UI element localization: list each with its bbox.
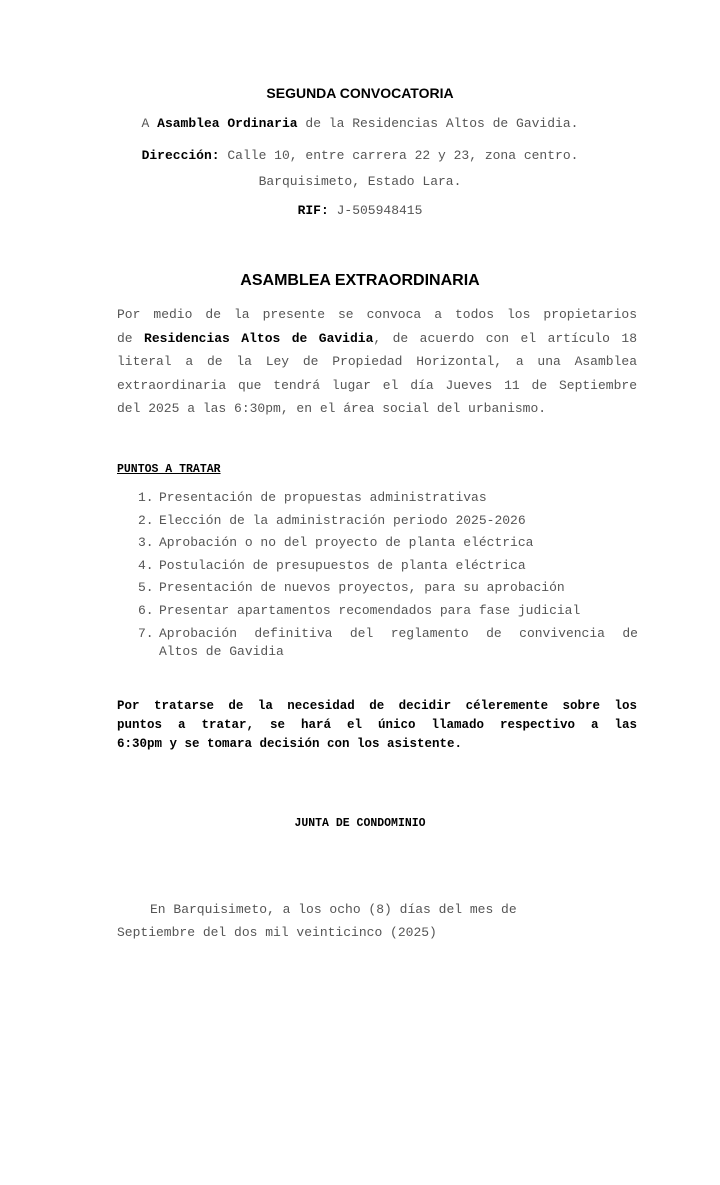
agenda-item-text: Presentación de nuevos proyectos, para su aprobación	[159, 580, 565, 596]
agenda-item-text: Presentación de propuestas administrativas	[159, 490, 487, 505]
agenda-item-number: 2.	[138, 512, 154, 528]
address-city: Barquisimeto, Estado Lara.	[258, 174, 462, 189]
notice-line: 6:30pm y se tomara decisión con los asistente.	[117, 737, 463, 751]
closing-paragraph	[117, 898, 637, 944]
agenda-item-number: 7.	[138, 625, 154, 641]
paragraph-line: Por medio de la presente se convoca a todos los propietarios	[117, 307, 637, 322]
rif-value: J-505948415	[328, 203, 423, 218]
closing-line: Septiembre del dos mil veinticinco (2025)	[117, 925, 437, 940]
paragraph-prefix: de	[117, 330, 145, 346]
paragraph-line: del 2025 a las 6:30pm, en el área social del urbanismo.	[117, 401, 547, 416]
rif-label: RIF:	[297, 203, 329, 218]
board-signature: JUNTA DE CONDOMINIO	[294, 817, 426, 830]
agenda-item-text-continued: Altos de Gavidia	[159, 643, 284, 659]
agenda-item	[138, 534, 638, 552]
agenda-item-number: 4.	[138, 557, 154, 573]
residence-name: Residencias Altos de Gavidia	[144, 330, 374, 346]
assembly-line	[0, 116, 720, 131]
agenda-item-text: Elección de la administración periodo 2025-2026	[159, 512, 526, 528]
agenda-heading: PUNTOS A TRATAR	[117, 463, 221, 476]
address-label: Dirección:	[141, 148, 220, 163]
paragraph-rest: , de acuerdo con el artículo 18	[373, 330, 638, 346]
agenda-item-text: Postulación de presupuestos de planta eléctrica	[159, 557, 526, 573]
assembly-title: ASAMBLEA EXTRAORDINARIA	[240, 272, 480, 289]
agenda-item	[138, 489, 638, 507]
agenda-item-number: 5.	[138, 580, 154, 596]
paragraph-line: extraordinaria que tendrá lugar el día Jueves 11 de Septiembre	[117, 377, 637, 393]
assembly-rest: de la Residencias Altos de Gavidia.	[297, 116, 579, 131]
agenda-item-text: Aprobación o no del proyecto de planta eléctrica	[159, 535, 534, 551]
agenda-item	[138, 602, 638, 620]
agenda-item-number: 3.	[138, 535, 154, 551]
address-value: Calle 10, entre carrera 22 y 23, zona centro.	[219, 148, 579, 163]
notice-line: puntos a tratar, se hará el único llamado respectivo a las	[117, 718, 637, 732]
agenda-item-number: 1.	[138, 490, 154, 505]
agenda-item-text: Aprobación definitiva del reglamento de convivencia de	[159, 625, 638, 641]
agenda-item	[138, 625, 638, 661]
convocation-title: SEGUNDA CONVOCATORIA	[266, 85, 454, 101]
convocation-paragraph	[117, 303, 637, 421]
agenda-item	[138, 579, 638, 597]
agenda-item-text: Presentar apartamentos recomendados para fase judicial	[159, 602, 581, 618]
agenda-item-number: 6.	[138, 602, 154, 618]
rif-line	[0, 203, 720, 218]
agenda-item	[138, 557, 638, 575]
paragraph-line	[117, 327, 637, 351]
agenda-item	[138, 512, 638, 530]
assembly-type: Asamblea Ordinaria	[157, 116, 298, 131]
notice-line: Por tratarse de la necesidad de decidir céleremente sobre los	[117, 699, 637, 713]
assembly-prefix: A	[141, 116, 158, 131]
notice-paragraph	[117, 697, 637, 754]
agenda-list	[138, 489, 638, 665]
closing-line: En Barquisimeto, a los ocho (8) días del mes de	[150, 902, 517, 917]
address-line	[0, 148, 720, 163]
paragraph-line: literal a de la Ley de Propiedad Horizontal, a una Asamblea	[117, 354, 637, 369]
